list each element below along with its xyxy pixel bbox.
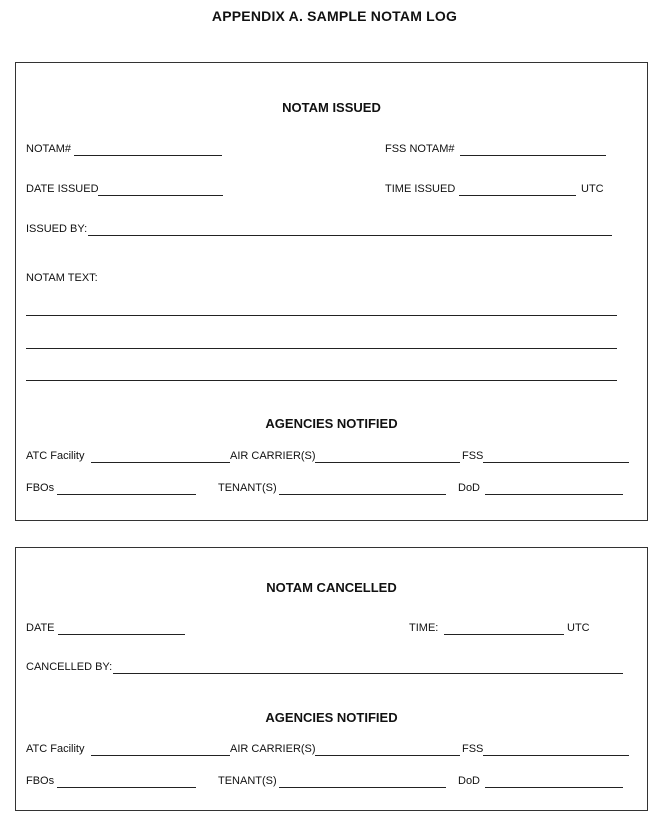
cancelled-atc-facility-label: ATC Facility — [26, 743, 85, 755]
time-issued-field[interactable] — [459, 195, 576, 196]
page-title: APPENDIX A. SAMPLE NOTAM LOG — [211, 8, 458, 24]
notam-text-line-2[interactable] — [26, 348, 617, 349]
cancelled-fbos-field[interactable] — [57, 787, 196, 788]
issued-dod-field[interactable] — [485, 494, 623, 495]
cancelled-agencies-heading: AGENCIES NOTIFIED — [265, 710, 398, 725]
notam-number-label: NOTAM# — [26, 143, 72, 155]
fss-notam-number-field[interactable] — [460, 155, 606, 156]
cancelled-fbos-label: FBOs — [26, 775, 55, 787]
cancelled-time-field[interactable] — [444, 634, 564, 635]
cancelled-time-utc-label: UTC — [567, 622, 590, 634]
notam-cancelled-section — [15, 547, 648, 811]
cancelled-date-field[interactable] — [58, 634, 185, 635]
cancelled-fss-label: FSS — [462, 743, 484, 755]
issued-tenants-label: TENANT(S) — [218, 482, 277, 494]
notam-text-label: NOTAM TEXT: — [26, 272, 98, 284]
cancelled-fss-field[interactable] — [483, 755, 629, 756]
cancelled-dod-field[interactable] — [485, 787, 623, 788]
issued-fss-label: FSS — [462, 450, 484, 462]
cancelled-time-label: TIME: — [409, 622, 439, 634]
issued-atc-facility-label: ATC Facility — [26, 450, 85, 462]
notam-cancelled-heading: NOTAM CANCELLED — [266, 580, 397, 595]
issued-by-field[interactable] — [88, 235, 612, 236]
time-issued-label: TIME ISSUED — [385, 183, 456, 195]
issued-by-label: ISSUED BY: — [26, 223, 88, 235]
cancelled-air-carriers-label: AIR CARRIER(S) — [230, 743, 316, 755]
cancelled-date-label: DATE — [26, 622, 55, 634]
issued-atc-facility-field[interactable] — [91, 462, 230, 463]
date-issued-field[interactable] — [98, 195, 223, 196]
issued-fbos-label: FBOs — [26, 482, 55, 494]
time-issued-utc-label: UTC — [581, 183, 604, 195]
notam-text-line-1[interactable] — [26, 315, 617, 316]
issued-air-carriers-field[interactable] — [315, 462, 460, 463]
notam-number-field[interactable] — [74, 155, 222, 156]
issued-agencies-heading: AGENCIES NOTIFIED — [265, 416, 398, 431]
issued-air-carriers-label: AIR CARRIER(S) — [230, 450, 316, 462]
notam-issued-heading: NOTAM ISSUED — [282, 100, 381, 115]
cancelled-dod-label: DoD — [458, 775, 481, 787]
cancelled-by-field[interactable] — [113, 673, 623, 674]
date-issued-label: DATE ISSUED — [26, 183, 99, 195]
cancelled-air-carriers-field[interactable] — [315, 755, 460, 756]
cancelled-by-label: CANCELLED BY: — [26, 661, 113, 673]
issued-fbos-field[interactable] — [57, 494, 196, 495]
notam-text-line-3[interactable] — [26, 380, 617, 381]
fss-notam-number-label: FSS NOTAM# — [385, 143, 455, 155]
cancelled-tenants-label: TENANT(S) — [218, 775, 277, 787]
issued-dod-label: DoD — [458, 482, 481, 494]
issued-tenants-field[interactable] — [279, 494, 446, 495]
cancelled-tenants-field[interactable] — [279, 787, 446, 788]
notam-issued-section — [15, 62, 648, 521]
cancelled-atc-facility-field[interactable] — [91, 755, 230, 756]
issued-fss-field[interactable] — [483, 462, 629, 463]
